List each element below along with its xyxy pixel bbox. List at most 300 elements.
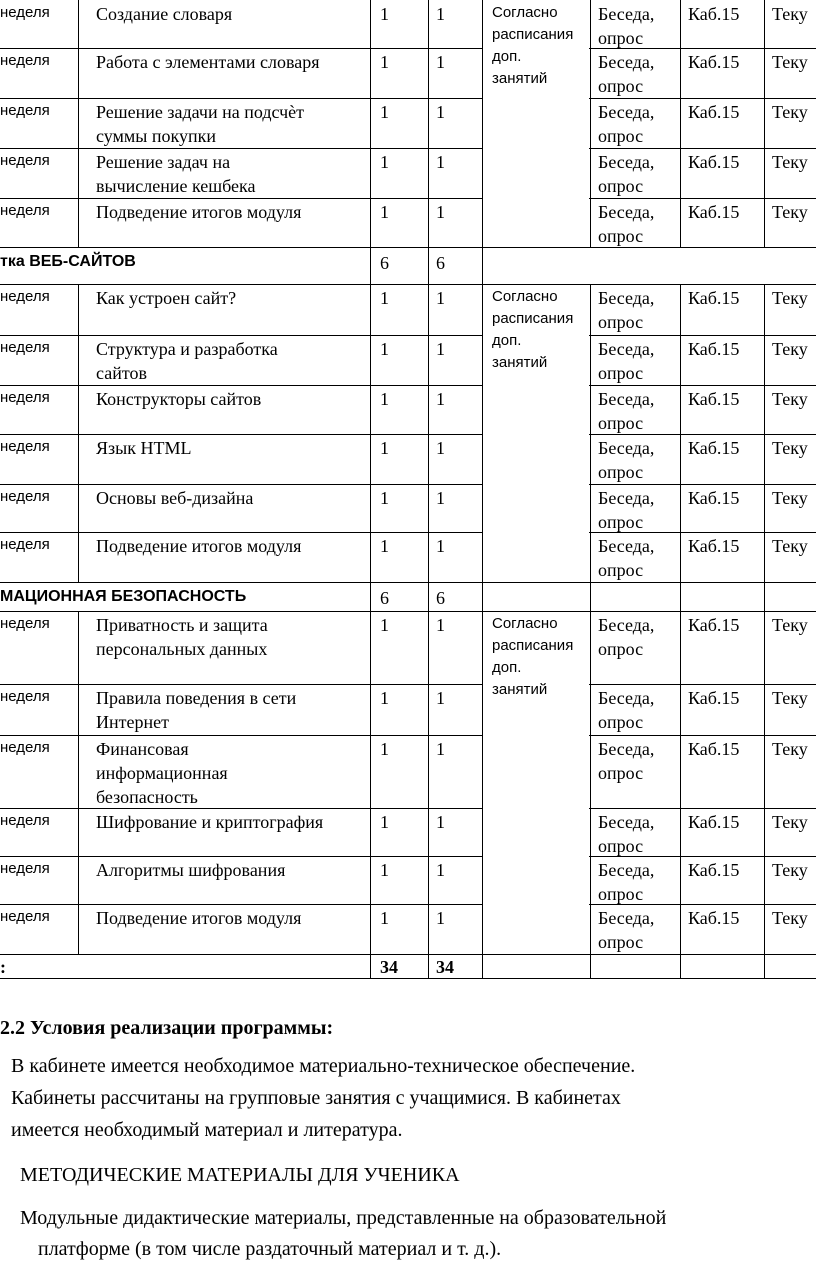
topic-cell: Финансовая	[96, 739, 189, 759]
column-border	[482, 284, 483, 336]
column-border	[680, 148, 681, 199]
form-cell: опрос	[598, 363, 644, 383]
column-border	[680, 735, 681, 809]
week-cell: неделя	[0, 102, 50, 119]
column-border	[680, 808, 681, 857]
hours-practice-cell: 1	[436, 536, 445, 556]
schedule-cell: занятий	[492, 354, 548, 371]
column-border	[680, 532, 681, 583]
column-border	[370, 484, 371, 533]
column-border	[428, 434, 429, 485]
column-border	[680, 98, 681, 149]
hours-practice-cell: 1	[436, 739, 445, 759]
column-border	[482, 582, 483, 612]
form-cell: Беседа,	[598, 4, 655, 24]
hours-total-cell: 1	[380, 536, 389, 556]
topic-cell: Шифрование и криптография	[96, 812, 324, 832]
control-cell: Теку	[772, 536, 808, 556]
column-border	[590, 484, 591, 533]
column-border	[764, 532, 765, 583]
control-cell: Теку	[772, 739, 808, 759]
form-cell: Беседа,	[598, 438, 655, 458]
column-border	[370, 808, 371, 857]
column-border	[764, 904, 765, 955]
column-border	[78, 484, 79, 533]
control-cell: Теку	[772, 339, 808, 359]
form-cell: Беседа,	[598, 202, 655, 222]
control-cell: Теку	[772, 812, 808, 832]
form-cell: опрос	[598, 76, 644, 96]
week-cell: неделя	[0, 438, 50, 455]
hours-practice-cell: 1	[436, 438, 445, 458]
column-border	[428, 856, 429, 905]
column-border	[78, 98, 79, 149]
control-cell: Теку	[772, 52, 808, 72]
merge-mask	[483, 484, 589, 485]
column-border	[482, 148, 483, 199]
column-border	[482, 0, 483, 49]
column-border	[370, 582, 371, 612]
row-border	[0, 284, 816, 285]
column-border	[764, 611, 765, 685]
form-cell: Беседа,	[598, 536, 655, 556]
topic-cell: персональных данных	[96, 639, 268, 659]
column-border	[680, 582, 681, 612]
total-label: :	[0, 957, 6, 977]
paragraph-line-2: Кабинеты рассчитаны на групповые занятия с учащимися. В кабинетах	[11, 1087, 621, 1109]
paragraph-line-1: В кабинете имеется необходимое материально-техническое обеспечение.	[11, 1055, 636, 1077]
column-border	[680, 284, 681, 336]
module-hours-practice: 6	[436, 588, 445, 608]
form-cell: опрос	[598, 512, 644, 532]
column-border	[680, 0, 681, 49]
hours-total-cell: 1	[380, 102, 389, 122]
row-border	[0, 385, 816, 386]
column-border	[370, 48, 371, 99]
column-border	[680, 904, 681, 955]
column-border	[78, 611, 79, 685]
schedule-cell: доп.	[492, 659, 522, 676]
row-border	[0, 434, 816, 435]
column-border	[590, 198, 591, 248]
hours-total-cell: 1	[380, 615, 389, 635]
control-cell: Теку	[772, 152, 808, 172]
column-border	[78, 0, 79, 49]
form-cell: опрос	[598, 126, 644, 146]
column-border	[482, 808, 483, 857]
hours-practice-cell: 1	[436, 152, 445, 172]
hours-practice-cell: 1	[436, 288, 445, 308]
form-cell: опрос	[598, 226, 644, 246]
column-border	[764, 98, 765, 149]
control-cell: Теку	[772, 4, 808, 24]
column-border	[370, 856, 371, 905]
hours-practice-cell: 1	[436, 339, 445, 359]
methodical-heading: МЕТОДИЧЕСКИЕ МАТЕРИАЛЫ ДЛЯ УЧЕНИКА	[20, 1164, 460, 1186]
column-border	[590, 48, 591, 99]
place-cell: Каб.15	[688, 488, 740, 508]
column-border	[428, 532, 429, 583]
topic-cell: сайтов	[96, 363, 147, 383]
topic-cell: Подведение итогов модуля	[96, 202, 302, 222]
column-border	[428, 735, 429, 809]
row-border	[0, 484, 816, 485]
hours-total-cell: 1	[380, 339, 389, 359]
column-border	[590, 98, 591, 149]
schedule-cell: занятий	[492, 681, 548, 698]
control-cell: Теку	[772, 615, 808, 635]
column-border	[590, 856, 591, 905]
place-cell: Каб.15	[688, 739, 740, 759]
paragraph-line-3: имеется необходимый материал и литература.	[11, 1119, 403, 1141]
topic-cell: Решение задачи на подсчѐт	[96, 102, 305, 122]
week-cell: неделя	[0, 288, 50, 305]
place-cell: Каб.15	[688, 102, 740, 122]
topic-cell: Приватность и защита	[96, 615, 268, 635]
topic-cell: Создание словаря	[96, 4, 233, 24]
form-cell: опрос	[598, 639, 644, 659]
column-border	[428, 198, 429, 248]
column-border	[680, 856, 681, 905]
column-border	[482, 735, 483, 809]
week-cell: неделя	[0, 152, 50, 169]
column-border	[78, 684, 79, 736]
column-border	[764, 148, 765, 199]
topic-cell: Алгоритмы шифрования	[96, 860, 286, 880]
column-border	[370, 904, 371, 955]
place-cell: Каб.15	[688, 202, 740, 222]
column-border	[680, 198, 681, 248]
schedule-cell: Согласно	[492, 288, 558, 305]
row-border	[0, 856, 816, 857]
week-cell: неделя	[0, 860, 50, 877]
column-border	[428, 582, 429, 612]
row-border	[0, 582, 816, 583]
form-cell: опрос	[598, 312, 644, 332]
schedule-cell: Согласно	[492, 4, 558, 21]
column-border	[482, 532, 483, 583]
place-cell: Каб.15	[688, 4, 740, 24]
column-border	[428, 284, 429, 336]
hours-practice-cell: 1	[436, 52, 445, 72]
merge-mask	[483, 808, 589, 809]
column-border	[428, 904, 429, 955]
week-cell: неделя	[0, 908, 50, 925]
column-border	[370, 532, 371, 583]
merge-mask	[483, 434, 589, 435]
hours-total-cell: 1	[380, 908, 389, 928]
column-border	[482, 385, 483, 435]
column-border	[370, 611, 371, 685]
hours-practice-cell: 1	[436, 812, 445, 832]
week-cell: неделя	[0, 615, 50, 632]
row-border	[0, 735, 816, 736]
schedule-cell: расписания	[492, 310, 574, 327]
hours-practice-cell: 1	[436, 4, 445, 24]
row-border	[0, 198, 816, 199]
form-cell: Беседа,	[598, 389, 655, 409]
form-cell: Беседа,	[598, 339, 655, 359]
merge-mask	[483, 198, 589, 199]
column-border	[482, 335, 483, 386]
section-heading: 2.2 Условия реализации программы:	[0, 1017, 334, 1039]
column-border	[482, 48, 483, 99]
column-border	[482, 904, 483, 955]
column-border	[428, 385, 429, 435]
form-cell: опрос	[598, 28, 644, 48]
column-border	[428, 808, 429, 857]
merge-mask	[483, 904, 589, 905]
place-cell: Каб.15	[688, 812, 740, 832]
column-border	[590, 0, 591, 49]
week-cell: неделя	[0, 488, 50, 505]
column-border	[764, 735, 765, 809]
merge-mask	[483, 735, 589, 736]
column-border	[78, 335, 79, 386]
column-border	[428, 98, 429, 149]
place-cell: Каб.15	[688, 52, 740, 72]
column-border	[680, 385, 681, 435]
place-cell: Каб.15	[688, 389, 740, 409]
topic-cell: Подведение итогов модуля	[96, 908, 302, 928]
form-cell: опрос	[598, 884, 644, 904]
column-border	[680, 335, 681, 386]
column-border	[482, 98, 483, 149]
column-border	[590, 434, 591, 485]
row-border	[0, 48, 816, 49]
merge-mask	[483, 385, 589, 386]
column-border	[764, 954, 765, 979]
column-border	[590, 904, 591, 955]
column-border	[78, 385, 79, 435]
column-border	[590, 611, 591, 685]
place-cell: Каб.15	[688, 438, 740, 458]
hours-total-cell: 1	[380, 389, 389, 409]
week-cell: неделя	[0, 4, 50, 21]
column-border	[482, 611, 483, 685]
form-cell: опрос	[598, 176, 644, 196]
week-cell: неделя	[0, 202, 50, 219]
form-cell: опрос	[598, 560, 644, 580]
schedule-cell: занятий	[492, 70, 548, 87]
column-border	[764, 335, 765, 386]
column-border	[590, 954, 591, 979]
column-border	[428, 335, 429, 386]
column-border	[764, 434, 765, 485]
week-cell: неделя	[0, 339, 50, 356]
column-border	[78, 735, 79, 809]
topic-cell: Решение задач на	[96, 152, 231, 172]
hours-practice-cell: 1	[436, 488, 445, 508]
row-border	[0, 532, 816, 533]
column-border	[78, 434, 79, 485]
column-border	[370, 247, 371, 285]
column-border	[764, 385, 765, 435]
column-border	[370, 148, 371, 199]
column-border	[78, 148, 79, 199]
week-cell: неделя	[0, 688, 50, 705]
total-hours: 34	[380, 957, 398, 977]
column-border	[590, 148, 591, 199]
column-border	[78, 284, 79, 336]
form-cell: опрос	[598, 836, 644, 856]
topic-cell: информационная	[96, 763, 228, 783]
form-cell: Беседа,	[598, 688, 655, 708]
hours-total-cell: 1	[380, 488, 389, 508]
column-border	[428, 148, 429, 199]
hours-practice-cell: 1	[436, 389, 445, 409]
control-cell: Теку	[772, 488, 808, 508]
place-cell: Каб.15	[688, 615, 740, 635]
week-cell: неделя	[0, 536, 50, 553]
control-cell: Теку	[772, 438, 808, 458]
row-border	[0, 954, 816, 955]
column-border	[764, 48, 765, 99]
column-border	[370, 385, 371, 435]
topic-cell: Основы веб-дизайна	[96, 488, 254, 508]
row-border	[0, 978, 816, 979]
form-cell: Беседа,	[598, 52, 655, 72]
hours-practice-cell: 1	[436, 202, 445, 222]
hours-practice-cell: 1	[436, 688, 445, 708]
total-hours-practice: 34	[436, 957, 454, 977]
control-cell: Теку	[772, 908, 808, 928]
column-border	[680, 954, 681, 979]
row-border	[0, 684, 816, 685]
form-cell: Беседа,	[598, 488, 655, 508]
column-border	[428, 0, 429, 49]
place-cell: Каб.15	[688, 152, 740, 172]
topic-cell: Интернет	[96, 712, 169, 732]
hours-practice-cell: 1	[436, 860, 445, 880]
column-border	[370, 98, 371, 149]
column-border	[590, 532, 591, 583]
merge-mask	[483, 856, 589, 857]
hours-practice-cell: 1	[436, 615, 445, 635]
row-border	[0, 98, 816, 99]
column-border	[428, 484, 429, 533]
module-title: тка ВЕБ-САЙТОВ	[0, 253, 136, 270]
hours-total-cell: 1	[380, 812, 389, 832]
column-border	[764, 484, 765, 533]
row-border	[0, 247, 816, 248]
column-border	[680, 611, 681, 685]
hours-total-cell: 1	[380, 688, 389, 708]
column-border	[78, 808, 79, 857]
hours-total-cell: 1	[380, 288, 389, 308]
column-border	[764, 582, 765, 612]
column-border	[78, 48, 79, 99]
column-border	[590, 582, 591, 612]
column-border	[764, 198, 765, 248]
form-cell: Беседа,	[598, 288, 655, 308]
column-border	[482, 484, 483, 533]
column-border	[78, 532, 79, 583]
form-cell: Беседа,	[598, 860, 655, 880]
place-cell: Каб.15	[688, 536, 740, 556]
topic-cell: Как устроен сайт?	[96, 288, 237, 308]
form-cell: Беседа,	[598, 908, 655, 928]
form-cell: Беседа,	[598, 102, 655, 122]
form-cell: Беседа,	[598, 812, 655, 832]
topic-cell: Работа с элементами словаря	[96, 52, 320, 72]
column-border	[428, 247, 429, 285]
topic-cell: вычисление кешбека	[96, 176, 256, 196]
schedule-cell: Согласно	[492, 615, 558, 632]
control-cell: Теку	[772, 102, 808, 122]
topic-cell: Подведение итогов модуля	[96, 536, 302, 556]
column-border	[370, 684, 371, 736]
control-cell: Теку	[772, 288, 808, 308]
schedule-cell: доп.	[492, 48, 522, 65]
column-border	[764, 284, 765, 336]
module-hours-total: 6	[380, 253, 389, 273]
column-border	[482, 434, 483, 485]
place-cell: Каб.15	[688, 339, 740, 359]
merge-mask	[483, 532, 589, 533]
topic-cell: суммы покупки	[96, 126, 217, 146]
column-border	[78, 904, 79, 955]
hours-total-cell: 1	[380, 438, 389, 458]
week-cell: неделя	[0, 389, 50, 406]
column-border	[764, 684, 765, 736]
column-border	[428, 954, 429, 979]
form-cell: опрос	[598, 462, 644, 482]
row-border	[0, 335, 816, 336]
place-cell: Каб.15	[688, 860, 740, 880]
column-border	[370, 198, 371, 248]
column-border	[680, 484, 681, 533]
row-border	[0, 611, 816, 612]
column-border	[764, 856, 765, 905]
week-cell: неделя	[0, 812, 50, 829]
schedule-cell: доп.	[492, 332, 522, 349]
module-hours-practice: 6	[436, 253, 445, 273]
topic-cell: Язык HTML	[96, 438, 192, 458]
control-cell: Теку	[772, 389, 808, 409]
topic-cell: Правила поведения в сети	[96, 688, 297, 708]
column-border	[764, 0, 765, 49]
row-border	[0, 904, 816, 905]
column-border	[370, 335, 371, 386]
form-cell: опрос	[598, 712, 644, 732]
column-border	[78, 198, 79, 248]
column-border	[482, 684, 483, 736]
place-cell: Каб.15	[688, 688, 740, 708]
topic-cell: Структура и разработка	[96, 339, 278, 359]
column-border	[482, 954, 483, 979]
topic-cell: безопасность	[96, 787, 198, 807]
column-border	[680, 684, 681, 736]
column-border	[590, 385, 591, 435]
hours-total-cell: 1	[380, 202, 389, 222]
methodical-text-line-1: Модульные дидактические материалы, представленные на образовательной	[20, 1207, 667, 1229]
hours-practice-cell: 1	[436, 102, 445, 122]
column-border	[428, 684, 429, 736]
schedule-cell: расписания	[492, 26, 574, 43]
form-cell: Беседа,	[598, 152, 655, 172]
column-border	[680, 434, 681, 485]
merge-mask	[483, 148, 589, 149]
place-cell: Каб.15	[688, 288, 740, 308]
column-border	[590, 335, 591, 386]
control-cell: Теку	[772, 860, 808, 880]
methodical-text-line-2: платформе (в том числе раздаточный материал и т. д.).	[38, 1238, 502, 1260]
form-cell: опрос	[598, 413, 644, 433]
form-cell: Беседа,	[598, 615, 655, 635]
topic-cell: Конструкторы сайтов	[96, 389, 262, 409]
control-cell: Теку	[772, 688, 808, 708]
